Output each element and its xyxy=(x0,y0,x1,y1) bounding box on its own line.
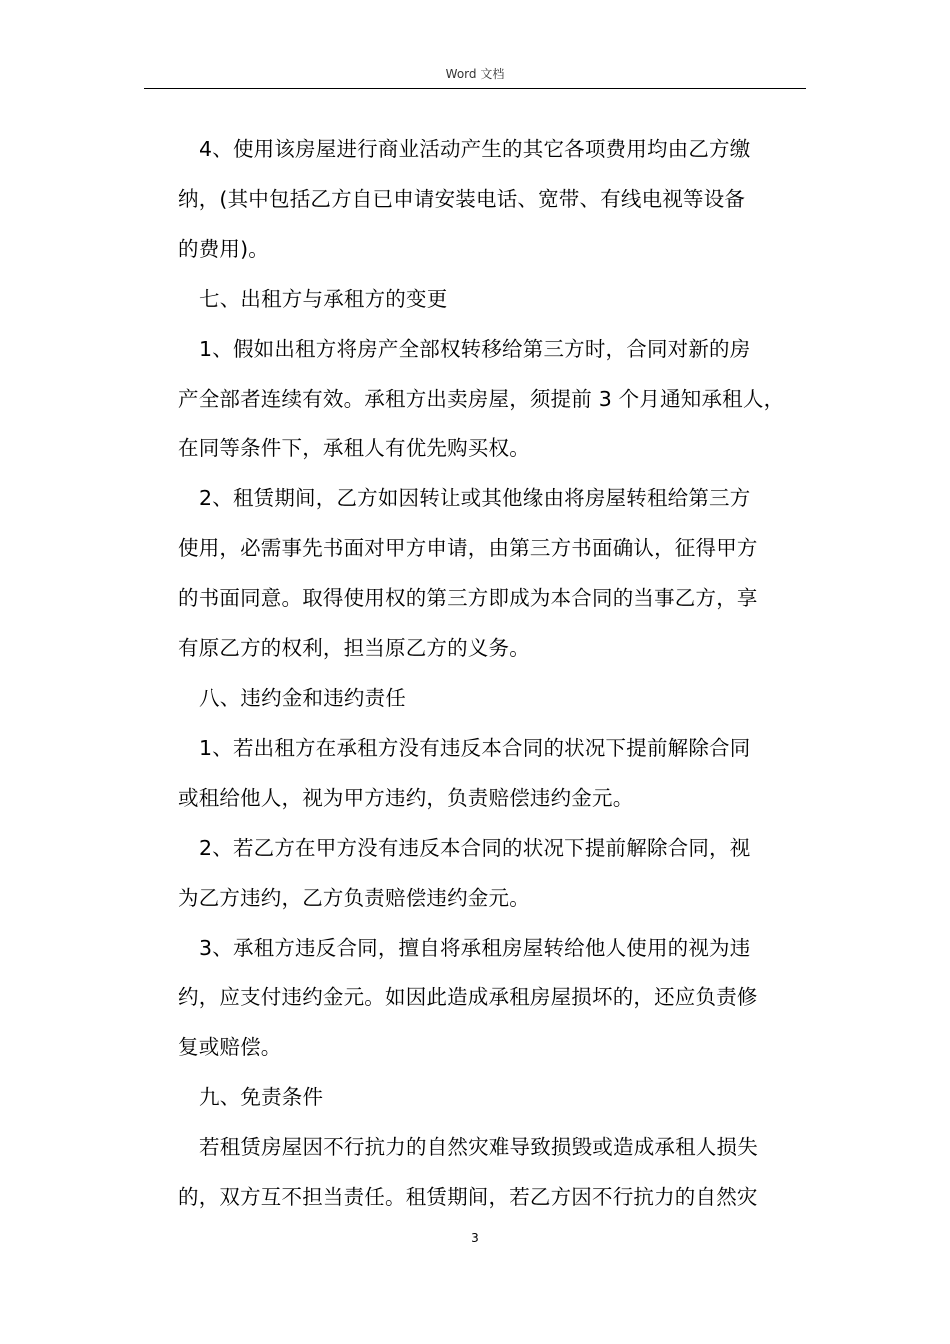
text-line: 1、假如出租方将房产全部权转移给第三方时，合同对新的房 xyxy=(199,336,751,361)
text-line: 约，应支付违约金元。如因此造成承租房屋损坏的，还应负责修 xyxy=(178,985,758,1010)
paragraph-lessee-breach xyxy=(178,824,808,924)
text-line: 1、若出租方在承租方没有违反本合同的状况下提前解除合同 xyxy=(199,735,751,760)
text-line: 2、租赁期间，乙方如因转让或其他缘由将房屋转租给第三方 xyxy=(199,486,751,511)
paragraph-lessor-breach xyxy=(178,724,808,824)
text-line: 纳，(其中包括乙方自已申请安装电话、宽带、有线电视等设备 xyxy=(178,186,746,211)
text-line: 4、使用该房屋进行商业活动产生的其它各项费用均由乙方缴 xyxy=(199,137,751,161)
heading-text: 八、违约金和违约责任 xyxy=(199,685,406,710)
page-number: 3 xyxy=(471,1231,479,1245)
text-line: 3、承租方违反合同，擅自将承租房屋转给他人使用的视为违 xyxy=(199,935,751,960)
text-line: 使用，必需事先书面对甲方申请，由第三方书面确认，征得甲方 xyxy=(178,536,758,561)
heading-text: 七、出租方与承租方的变更 xyxy=(199,286,448,311)
text-line: 的书面同意。取得使用权的第三方即成为本合同的当事乙方，享 xyxy=(178,586,758,611)
text-line: 若租赁房屋因不行抗力的自然灾难导致损毁或造成承租人损失 xyxy=(199,1135,758,1160)
paragraph-force-majeure xyxy=(178,1123,808,1223)
text-line: 在同等条件下，承租人有优先购买权。 xyxy=(178,436,530,461)
section-heading-9 xyxy=(178,1073,808,1123)
text-line: 的，双方互不担当责任。租赁期间，若乙方因不行抗力的自然灾 xyxy=(178,1185,758,1210)
paragraph-sublease-clause xyxy=(178,474,808,674)
text-line: 或租给他人，视为甲方违约，负责赔偿违约金元。 xyxy=(178,785,634,810)
text-line: 复或赔偿。 xyxy=(178,1035,282,1060)
text-line: 为乙方违约，乙方负责赔偿违约金元。 xyxy=(178,885,530,910)
text-line: 的费用)。 xyxy=(178,236,269,261)
paragraph-fee-clause xyxy=(178,125,808,275)
text-line: 有原乙方的权利，担当原乙方的义务。 xyxy=(178,636,530,661)
heading-text: 九、免责条件 xyxy=(199,1085,324,1110)
page-header: Word 文档 xyxy=(445,67,505,81)
section-heading-7 xyxy=(178,275,808,325)
document-body xyxy=(178,125,808,1223)
header-divider xyxy=(144,88,806,89)
paragraph-transfer-clause xyxy=(178,325,808,475)
text-line: 产全部者连续有效。承租方出卖房屋，须提前 3 个月通知承租人， xyxy=(178,386,785,411)
text-line: 2、若乙方在甲方没有违反本合同的状况下提前解除合同，视 xyxy=(199,835,751,860)
paragraph-unauthorized-transfer xyxy=(178,924,808,1074)
section-heading-8 xyxy=(178,674,808,724)
